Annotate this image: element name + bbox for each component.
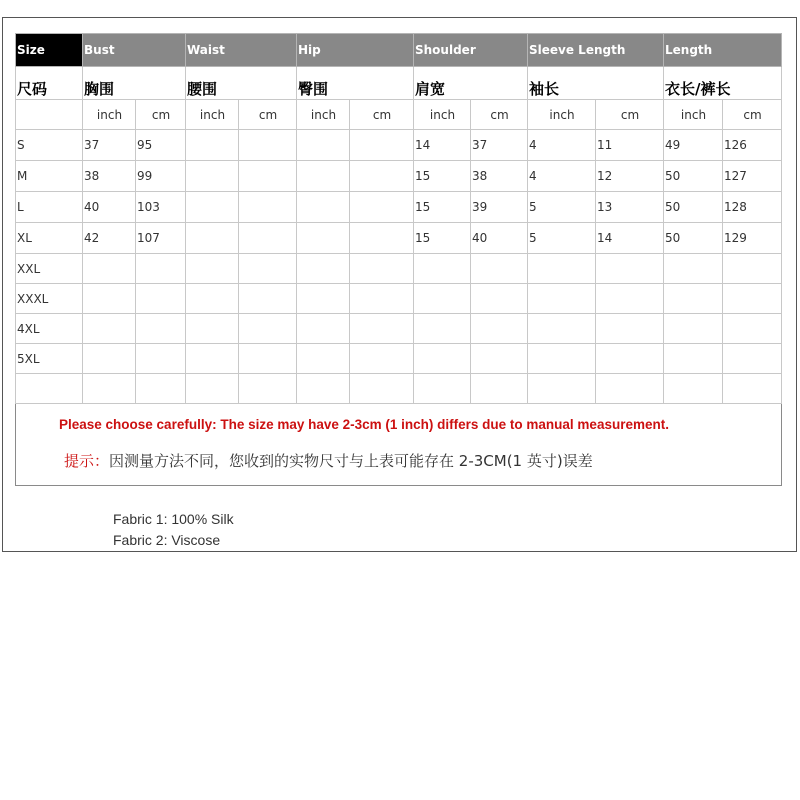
measurement-cell-waist-cm <box>239 192 297 223</box>
fabric-2: Fabric 2: Viscose <box>113 532 221 548</box>
table-row <box>16 314 782 344</box>
unit-inch: inch <box>414 100 471 130</box>
measurement-cell-shoulder-in <box>414 284 471 314</box>
units-blank <box>16 100 83 130</box>
table-row <box>16 284 782 314</box>
measurement-cell-waist-in <box>186 374 239 404</box>
size-label-cell <box>16 374 83 404</box>
size-label-cell: L <box>16 192 83 223</box>
measurement-cell-length-cm <box>723 374 782 404</box>
header-sleeve-length: Sleeve Length <box>528 34 664 67</box>
measurement-cell-hip-in <box>297 284 350 314</box>
measurement-cell-sleeve-cm: 11 <box>596 130 664 161</box>
measurement-notice <box>16 410 780 484</box>
measurement-cell-length-in <box>664 344 723 374</box>
header-zh-size: 尺码 <box>16 67 83 100</box>
measurement-cell-waist-cm <box>239 130 297 161</box>
measurement-cell-sleeve-cm <box>596 344 664 374</box>
unit-inch: inch <box>186 100 239 130</box>
measurement-cell-hip-cm <box>350 161 414 192</box>
measurement-cell-hip-cm <box>350 374 414 404</box>
measurement-cell-shoulder-cm <box>471 284 528 314</box>
measurement-cell-waist-in <box>186 284 239 314</box>
unit-inch: inch <box>297 100 350 130</box>
header-size: Size <box>16 34 83 67</box>
table-row <box>16 192 782 223</box>
unit-inch: inch <box>664 100 723 130</box>
measurement-cell-shoulder-cm: 39 <box>471 192 528 223</box>
size-label-cell: XXL <box>16 254 83 284</box>
table-row <box>16 161 782 192</box>
header-zh-shoulder: 肩宽 <box>414 67 528 100</box>
units-row <box>16 100 782 130</box>
measurement-cell-sleeve-in <box>528 374 596 404</box>
measurement-cell-bust-cm <box>136 284 186 314</box>
measurement-cell-waist-in <box>186 192 239 223</box>
header-shoulder: Shoulder <box>414 34 528 67</box>
measurement-cell-shoulder-in: 15 <box>414 223 471 254</box>
measurement-cell-bust-cm: 107 <box>136 223 186 254</box>
measurement-cell-shoulder-in <box>414 314 471 344</box>
measurement-cell-shoulder-in <box>414 374 471 404</box>
header-zh-waist: 腰围 <box>186 67 297 100</box>
size-label-cell: S <box>16 130 83 161</box>
measurement-cell-hip-in <box>297 314 350 344</box>
measurement-cell-waist-in <box>186 223 239 254</box>
measurement-cell-hip-in <box>297 192 350 223</box>
tip-text <box>64 450 593 471</box>
measurement-cell-sleeve-in <box>528 344 596 374</box>
measurement-cell-bust-in: 40 <box>83 192 136 223</box>
measurement-cell-shoulder-cm <box>471 254 528 284</box>
measurement-cell-waist-in <box>186 161 239 192</box>
measurement-cell-sleeve-in <box>528 314 596 344</box>
measurement-cell-sleeve-in: 5 <box>528 192 596 223</box>
measurement-cell-bust-in <box>83 374 136 404</box>
measurement-cell-sleeve-cm <box>596 284 664 314</box>
measurement-cell-shoulder-cm: 38 <box>471 161 528 192</box>
measurement-cell-shoulder-cm <box>471 314 528 344</box>
measurement-cell-length-cm <box>723 314 782 344</box>
measurement-cell-shoulder-in: 14 <box>414 130 471 161</box>
header-zh-bust: 胸围 <box>83 67 186 100</box>
measurement-cell-length-in <box>664 314 723 344</box>
measurement-cell-bust-cm <box>136 314 186 344</box>
measurement-cell-hip-cm <box>350 192 414 223</box>
measurement-cell-hip-in <box>297 254 350 284</box>
measurement-cell-shoulder-in: 15 <box>414 192 471 223</box>
header-row-en <box>16 34 782 67</box>
measurement-cell-hip-in <box>297 130 350 161</box>
measurement-cell-length-in: 50 <box>664 192 723 223</box>
measurement-cell-waist-in <box>186 314 239 344</box>
measurement-cell-bust-in <box>83 314 136 344</box>
table-row <box>16 344 782 374</box>
measurement-cell-bust-in: 37 <box>83 130 136 161</box>
measurement-cell-waist-cm <box>239 223 297 254</box>
measurement-cell-hip-in <box>297 374 350 404</box>
measurement-cell-sleeve-in <box>528 254 596 284</box>
measurement-cell-waist-in <box>186 344 239 374</box>
measurement-cell-bust-cm <box>136 344 186 374</box>
measurement-cell-shoulder-cm <box>471 344 528 374</box>
measurement-cell-waist-in <box>186 254 239 284</box>
warning-text: Please choose carefully: The size may have 2-3cm (1 inch) differs due to manual measurement. <box>59 417 669 432</box>
table-row <box>16 254 782 284</box>
measurement-cell-sleeve-in <box>528 284 596 314</box>
measurement-cell-sleeve-cm: 13 <box>596 192 664 223</box>
measurement-cell-hip-cm <box>350 223 414 254</box>
measurement-cell-shoulder-cm: 37 <box>471 130 528 161</box>
measurement-cell-shoulder-in: 15 <box>414 161 471 192</box>
measurement-cell-bust-cm: 95 <box>136 130 186 161</box>
table-row <box>16 374 782 404</box>
measurement-cell-waist-cm <box>239 254 297 284</box>
measurement-cell-hip-in <box>297 223 350 254</box>
measurement-cell-waist-cm <box>239 374 297 404</box>
measurement-cell-waist-in <box>186 130 239 161</box>
measurement-cell-length-in: 50 <box>664 161 723 192</box>
unit-inch: inch <box>83 100 136 130</box>
size-chart-table <box>15 33 782 404</box>
measurement-cell-bust-cm: 103 <box>136 192 186 223</box>
measurement-cell-hip-cm <box>350 284 414 314</box>
measurement-cell-length-cm: 126 <box>723 130 782 161</box>
header-length: Length <box>664 34 782 67</box>
measurement-cell-length-in: 50 <box>664 223 723 254</box>
unit-cm: cm <box>471 100 528 130</box>
unit-cm: cm <box>723 100 782 130</box>
table-row <box>16 223 782 254</box>
header-row-zh <box>16 67 782 100</box>
measurement-cell-sleeve-in: 5 <box>528 223 596 254</box>
measurement-cell-hip-in <box>297 161 350 192</box>
measurement-cell-sleeve-cm: 14 <box>596 223 664 254</box>
measurement-cell-sleeve-cm <box>596 254 664 284</box>
measurement-cell-length-cm: 129 <box>723 223 782 254</box>
measurement-cell-hip-cm <box>350 344 414 374</box>
measurement-cell-bust-cm <box>136 374 186 404</box>
tip-body: 因测量方法不同，您收到的实物尺寸与上表可能存在 2-3CM(1 英寸)误差 <box>109 452 593 470</box>
size-label-cell: 4XL <box>16 314 83 344</box>
header-zh-sleeve: 袖长 <box>528 67 664 100</box>
measurement-cell-length-cm <box>723 284 782 314</box>
measurement-cell-length-in <box>664 284 723 314</box>
header-zh-length: 衣长/裤长 <box>664 67 782 100</box>
unit-inch: inch <box>528 100 596 130</box>
measurement-cell-hip-in <box>297 344 350 374</box>
size-label-cell: M <box>16 161 83 192</box>
tip-label: 提示： <box>64 452 110 470</box>
measurement-cell-length-in <box>664 374 723 404</box>
measurement-cell-hip-cm <box>350 314 414 344</box>
measurement-cell-bust-cm <box>136 254 186 284</box>
measurement-cell-length-cm: 128 <box>723 192 782 223</box>
measurement-cell-length-cm: 127 <box>723 161 782 192</box>
measurement-cell-sleeve-in: 4 <box>528 161 596 192</box>
measurement-cell-length-cm <box>723 344 782 374</box>
table-row <box>16 130 782 161</box>
measurement-cell-length-in: 49 <box>664 130 723 161</box>
measurement-cell-shoulder-cm <box>471 374 528 404</box>
measurement-cell-length-cm <box>723 254 782 284</box>
header-zh-hip: 臀围 <box>297 67 414 100</box>
measurement-cell-waist-cm <box>239 284 297 314</box>
measurement-cell-bust-in <box>83 284 136 314</box>
header-hip: Hip <box>297 34 414 67</box>
size-label-cell: 5XL <box>16 344 83 374</box>
measurement-cell-waist-cm <box>239 314 297 344</box>
header-bust: Bust <box>83 34 186 67</box>
measurement-cell-bust-in: 42 <box>83 223 136 254</box>
measurement-cell-shoulder-cm: 40 <box>471 223 528 254</box>
measurement-cell-bust-in <box>83 254 136 284</box>
measurement-cell-shoulder-in <box>414 254 471 284</box>
measurement-cell-bust-cm: 99 <box>136 161 186 192</box>
unit-cm: cm <box>239 100 297 130</box>
measurement-cell-sleeve-cm <box>596 374 664 404</box>
measurement-cell-bust-in <box>83 344 136 374</box>
measurement-cell-bust-in: 38 <box>83 161 136 192</box>
measurement-cell-length-in <box>664 254 723 284</box>
measurement-cell-shoulder-in <box>414 344 471 374</box>
header-waist: Waist <box>186 34 297 67</box>
measurement-cell-sleeve-cm: 12 <box>596 161 664 192</box>
fabric-1: Fabric 1: 100% Silk <box>113 511 234 527</box>
size-label-cell: XL <box>16 223 83 254</box>
measurement-cell-waist-cm <box>239 161 297 192</box>
unit-cm: cm <box>136 100 186 130</box>
measurement-cell-waist-cm <box>239 344 297 374</box>
measurement-cell-sleeve-cm <box>596 314 664 344</box>
size-label-cell: XXXL <box>16 284 83 314</box>
measurement-cell-hip-cm <box>350 130 414 161</box>
measurement-cell-hip-cm <box>350 254 414 284</box>
measurement-cell-sleeve-in: 4 <box>528 130 596 161</box>
unit-cm: cm <box>596 100 664 130</box>
unit-cm: cm <box>350 100 414 130</box>
